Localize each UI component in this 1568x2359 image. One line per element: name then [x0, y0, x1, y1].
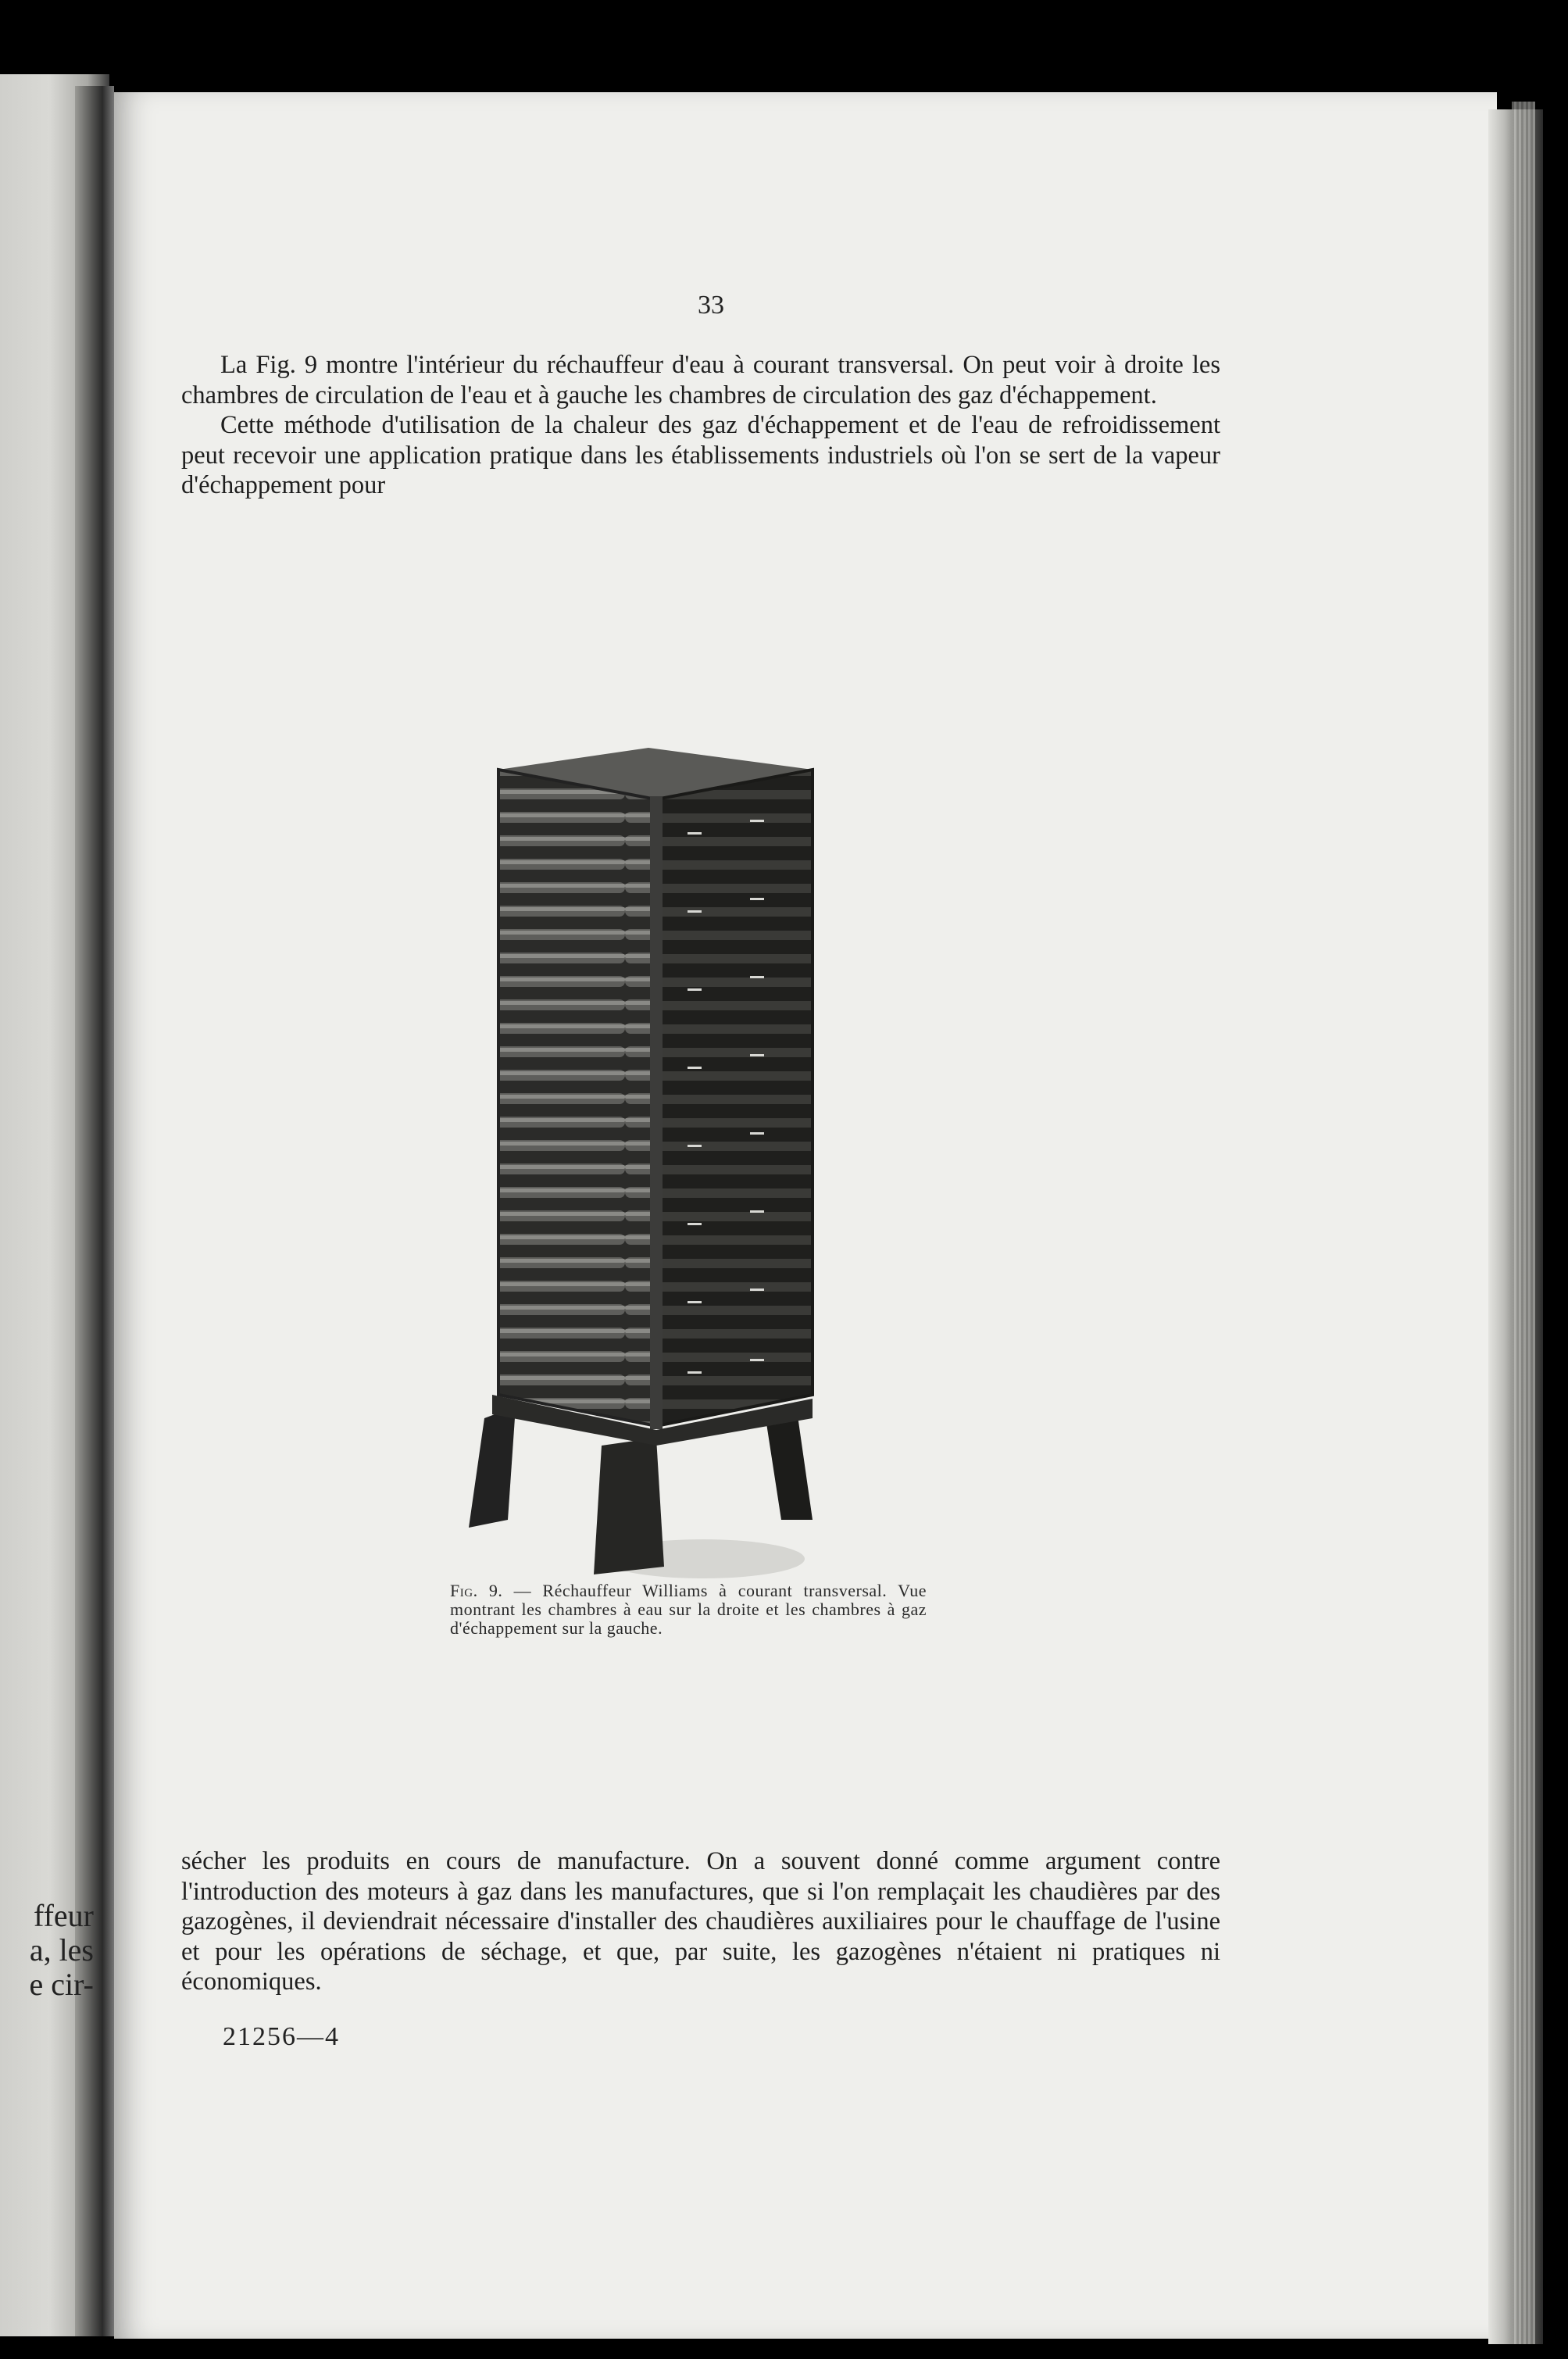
- left-fragment-line: e cir-: [29, 1967, 94, 2002]
- corner-post: [650, 796, 663, 1429]
- heater-left-face: [498, 770, 656, 1426]
- page-number: 33: [698, 291, 724, 320]
- signature-mark: 21256—4: [223, 2022, 340, 2051]
- heater-right-face: [656, 770, 813, 1426]
- figure-caption: [450, 1582, 927, 1638]
- figure-label: Fig. 9.: [450, 1581, 503, 1600]
- paragraph-2: Cette méthode d'utilisation de la chaleur des gaz d'échappement et de l'eau de refroidissement peut recevoir une application pratique dans les établissements industriels où l'on se sert de la vapeur d'échappement pour: [181, 411, 1220, 499]
- paragraph-3: sécher les produits en cours de manufacture. On a souvent donné comme argument contre l'introduction des moteurs à gaz dans les manufactures, que si l'on remplaçait les chaudières par des gazogènes, il deviendrait nécessaire d'installer des chaudières auxiliaires pour le chauffage de l'usine et pour les opérations de séchage, et que, par suite, les gazogènes n'étaient ni pratiques ni économiques.: [181, 1847, 1220, 1996]
- figure-caption-text: — Réchauffeur Williams à courant transversal. Vue montrant les chambres à eau sur la droite et les chambres à gaz d'échappement sur la gauche.: [450, 1581, 927, 1638]
- heater-leg: [766, 1410, 813, 1520]
- paragraph-1: La Fig. 9 montre l'intérieur du réchauffeur d'eau à courant transversal. On peut voir à droite les chambres de circulation de l'eau et à gauche les chambres de circulation des gaz d'échappement.: [181, 351, 1220, 409]
- right-page-stack: [1512, 102, 1535, 2344]
- left-fragment-line: a, les: [29, 1932, 94, 1968]
- left-fragment-line: ffeur: [34, 1898, 94, 1933]
- heater-leg: [594, 1438, 664, 1574]
- top-text-block: [181, 350, 1220, 501]
- left-page-text-fragment: [0, 1899, 94, 2002]
- bottom-text-block: [181, 1846, 1220, 1997]
- figure-heater-illustration: [469, 738, 820, 1614]
- heater-drawing: [469, 738, 820, 1614]
- heater-leg: [469, 1406, 516, 1528]
